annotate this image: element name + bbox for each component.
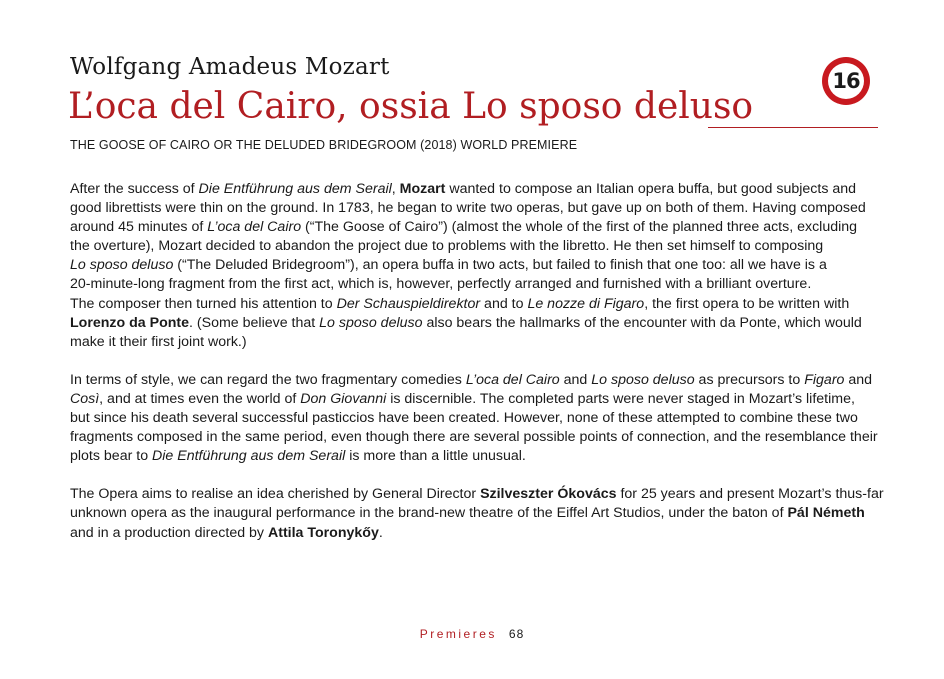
text-run: In terms of style, we can regard the two fragmentary comedies — [70, 371, 466, 388]
opera-title: L’oca del Cairo, ossia Lo sposo deluso — [68, 86, 754, 127]
italic-work-title: L’oca del Cairo — [465, 371, 560, 388]
text-run: 20-minute-long fragment from the first act, which is, however, perfectly arranged and furnished with a brilliant overture. — [70, 276, 812, 293]
text-line — [70, 295, 890, 314]
text-line — [70, 314, 890, 333]
text-run: is discernible. The completed parts were never staged in Mozart’s lifetime, — [386, 390, 855, 407]
text-line — [70, 447, 890, 466]
bold-name: Lorenzo da Ponte — [70, 314, 190, 331]
italic-work-title: Le nozze di Figaro — [527, 295, 645, 312]
bold-name: Pál Németh — [787, 505, 865, 522]
text-line — [70, 390, 890, 409]
text-run: fragments composed in the same period, even though there are several possible points of connection, and the resemblance their — [70, 429, 878, 446]
opera-subtitle: THE GOOSE OF CAIRO OR THE DELUDED BRIDEGROOM (2018) WORLD PREMIERE — [70, 138, 578, 152]
text-run: The Opera aims to realise an idea cherished by General Director — [70, 486, 481, 503]
age-rating-badge — [822, 57, 870, 105]
text-run: wanted to compose an Italian opera buffa, but good subjects and — [445, 181, 857, 197]
text-line — [70, 371, 890, 390]
text-run: make it their first joint work.) — [70, 333, 247, 350]
text-line — [70, 428, 890, 447]
text-run: After the success of — [70, 181, 199, 197]
italic-work-title: Lo sposo deluso — [319, 314, 423, 331]
text-run: and to — [480, 295, 528, 312]
text-line — [70, 218, 890, 237]
italic-work-title: L’oca del Cairo — [207, 219, 302, 236]
text-line — [70, 333, 890, 352]
text-run: and — [844, 371, 873, 388]
body-paragraph — [70, 485, 890, 542]
text-line — [70, 180, 890, 199]
text-line — [70, 199, 890, 218]
text-line — [70, 256, 890, 275]
text-run: the overture), Mozart decided to abandon the project due to problems with the libretto. He then set himself to composing — [70, 238, 824, 255]
bold-name: Mozart — [399, 181, 446, 197]
title-underline-rule — [708, 127, 878, 128]
text-run: and in a production directed by — [70, 524, 268, 541]
text-run: unknown opera as the inaugural performance in the brand-new theatre of the Eiffel Art Studios, under the baton of — [70, 505, 788, 522]
text-run: and — [559, 371, 592, 388]
italic-work-title: Figaro — [804, 371, 845, 388]
text-run: (“The Deluded Bridegroom”), an opera buffa in two acts, but failed to finish that one too: all we have is a — [173, 257, 827, 274]
italic-work-title: Der Schauspieldirektor — [336, 295, 481, 312]
italic-work-title: Don Giovanni — [300, 390, 387, 407]
text-run: . — [378, 524, 383, 541]
text-line — [70, 275, 890, 294]
text-run: but since his death several successful pasticcios have been created. However, none of these attempted to combine these two — [70, 410, 858, 427]
italic-work-title: Die Entführung aus dem Serail — [152, 448, 346, 465]
text-run: . (Some believe that — [189, 314, 320, 331]
text-run: for 25 years and present Mozart’s thus-far — [616, 486, 884, 503]
italic-work-title: Die Entführung aus dem Serail — [198, 181, 392, 197]
italic-work-title: Lo sposo deluso — [70, 257, 174, 274]
footer-page-number: 68 — [508, 627, 525, 641]
text-run: plots bear to — [70, 448, 153, 465]
bold-name: Szilveszter Ókovács — [480, 486, 617, 503]
text-run: , — [391, 181, 400, 197]
text-run: is more than a little unusual. — [345, 448, 526, 465]
footer-section-name: Premieres — [419, 627, 497, 641]
text-line — [70, 409, 890, 428]
text-run: (“The Goose of Cairo”) (almost the whole of the first of the planned three acts, excluding — [301, 219, 858, 236]
page-footer — [0, 627, 944, 641]
text-line — [70, 237, 890, 256]
text-run: , the first opera to be written with — [644, 295, 850, 312]
bold-name: Attila Toronykőy — [267, 524, 379, 541]
text-run: also bears the hallmarks of the encounter with da Ponte, which would — [422, 314, 862, 331]
body-paragraph — [70, 371, 890, 466]
text-run: The composer then turned his attention to — [70, 295, 337, 312]
age-rating-value: 16 — [828, 63, 864, 99]
composer-name: Wolfgang Amadeus Mozart — [70, 54, 390, 80]
body-paragraph — [70, 180, 890, 352]
italic-work-title: Lo sposo deluso — [591, 371, 695, 388]
italic-work-title: Così — [70, 390, 100, 407]
text-line — [70, 504, 890, 523]
text-line — [70, 524, 890, 543]
text-run: , and at times even the world of — [99, 390, 301, 407]
article-body — [70, 180, 890, 562]
text-run: good librettists were thin on the ground. In 1783, he began to write two operas, but gave up on both of them. Having composed — [70, 200, 866, 217]
text-run: as precursors to — [694, 371, 805, 388]
text-run: around 45 minutes of — [70, 219, 208, 236]
text-line — [70, 485, 890, 504]
